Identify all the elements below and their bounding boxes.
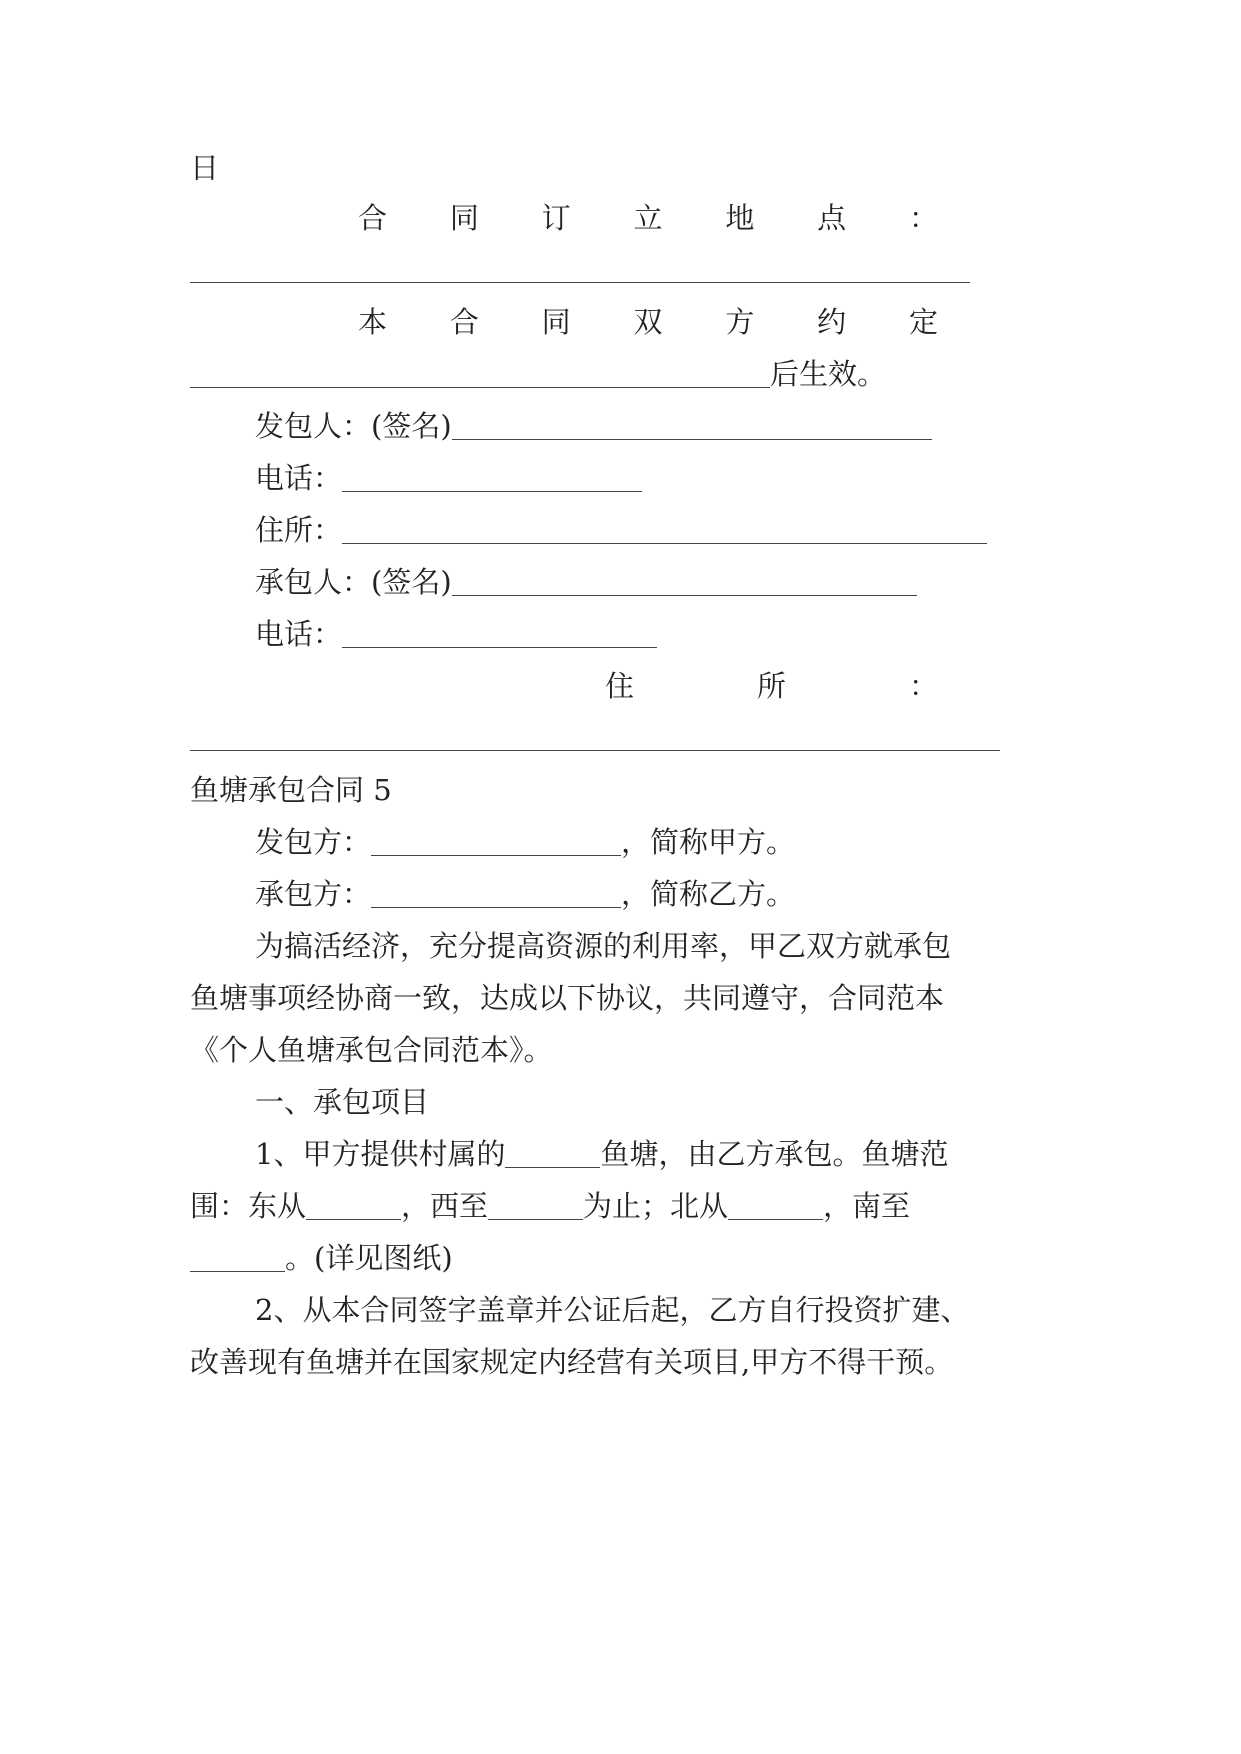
- char: 同: [449, 201, 479, 235]
- item1-text: 围：东从: [190, 1189, 307, 1223]
- item1-line-2: [190, 1186, 1050, 1226]
- item1-line-1: [255, 1134, 1050, 1174]
- issuer-signature-label: 发包人：(签名): [255, 409, 452, 443]
- char: 合: [449, 305, 479, 339]
- intro-paragraph-line-2: 鱼塘事项经协商一致，达成以下协议，共同遵守，合同范本: [190, 981, 945, 1015]
- effective-date-blank: [190, 359, 770, 388]
- party-b-line: [255, 874, 1050, 914]
- issuer-signature-line: [255, 406, 1050, 446]
- char: 定: [908, 305, 938, 339]
- contractor-signature-line: [255, 562, 1050, 602]
- contractor-signature-label: 承包人：(签名): [255, 565, 452, 599]
- effective-clause-label: [358, 302, 938, 342]
- char: 本: [358, 305, 388, 339]
- item2-line-1: 2、从本合同签字盖章并公证后起，乙方自行投资扩建、: [255, 1293, 970, 1327]
- char: 地: [725, 201, 755, 235]
- party-a-line: [255, 822, 1050, 862]
- item-heading: 一、承包项目: [255, 1085, 430, 1119]
- effective-suffix: 后生效。: [770, 357, 887, 391]
- section-title: 鱼塘承包合同 5: [190, 773, 392, 807]
- issuer-phone-blank: [342, 463, 642, 492]
- date-fragment: 日: [190, 151, 220, 185]
- char: ：: [908, 201, 938, 235]
- item1-text: 为止；北从: [583, 1189, 729, 1223]
- party-b-blank: [371, 879, 621, 908]
- contractor-signature-blank: [452, 567, 917, 596]
- char: 订: [541, 201, 571, 235]
- issuer-phone-line: [255, 458, 1050, 498]
- west-boundary-blank: [488, 1191, 583, 1220]
- char: 方: [725, 305, 755, 339]
- item2-line-2: 改善现有鱼塘并在国家规定内经营有关项目,甲方不得干预。: [190, 1345, 954, 1379]
- char: 立: [633, 201, 663, 235]
- char: 合: [358, 201, 388, 235]
- contractor-phone-line: [255, 614, 1050, 654]
- party-a-label: 发包方：: [255, 825, 372, 859]
- party-b-label: 承包方：: [255, 877, 372, 911]
- item1-text: ，西至: [401, 1189, 489, 1223]
- item1-text: 。(详见图纸): [285, 1241, 453, 1275]
- intro-paragraph-line-1: 为搞活经济，充分提高资源的利用率，甲乙双方就承包: [255, 929, 952, 963]
- signing-place-label: [358, 198, 938, 238]
- char: 点: [817, 201, 847, 235]
- contractor-address-blank: [190, 750, 1000, 751]
- effective-clause-line: [190, 354, 1050, 394]
- signing-place-blank: [190, 282, 970, 283]
- party-a-blank: [371, 827, 621, 856]
- contractor-address-label: [605, 666, 938, 706]
- issuer-phone-label: 电话：: [255, 461, 343, 495]
- pond-name-blank: [505, 1139, 600, 1168]
- item1-text: 1、甲方提供村属的: [255, 1137, 506, 1171]
- char: 住: [605, 669, 635, 703]
- intro-paragraph-line-3: 《个人鱼塘承包合同范本》。: [190, 1033, 553, 1067]
- char: 双: [633, 305, 663, 339]
- south-boundary-blank: [190, 1243, 285, 1272]
- contractor-phone-label: 电话：: [255, 617, 343, 651]
- party-a-suffix: ，简称甲方。: [621, 825, 796, 859]
- contractor-phone-blank: [342, 619, 657, 648]
- item1-text: ，南至: [823, 1189, 911, 1223]
- party-b-suffix: ，简称乙方。: [621, 877, 796, 911]
- issuer-address-line: [255, 510, 1050, 550]
- north-boundary-blank: [728, 1191, 823, 1220]
- east-boundary-blank: [306, 1191, 401, 1220]
- issuer-address-label: 住所：: [255, 513, 343, 547]
- issuer-signature-blank: [452, 411, 932, 440]
- item1-line-3: [190, 1238, 1050, 1278]
- issuer-address-blank: [342, 515, 987, 544]
- char: ：: [908, 669, 938, 703]
- char: 约: [817, 305, 847, 339]
- char: 所: [756, 669, 786, 703]
- item1-text: 鱼塘，由乙方承包。鱼塘范: [600, 1137, 949, 1171]
- char: 同: [541, 305, 571, 339]
